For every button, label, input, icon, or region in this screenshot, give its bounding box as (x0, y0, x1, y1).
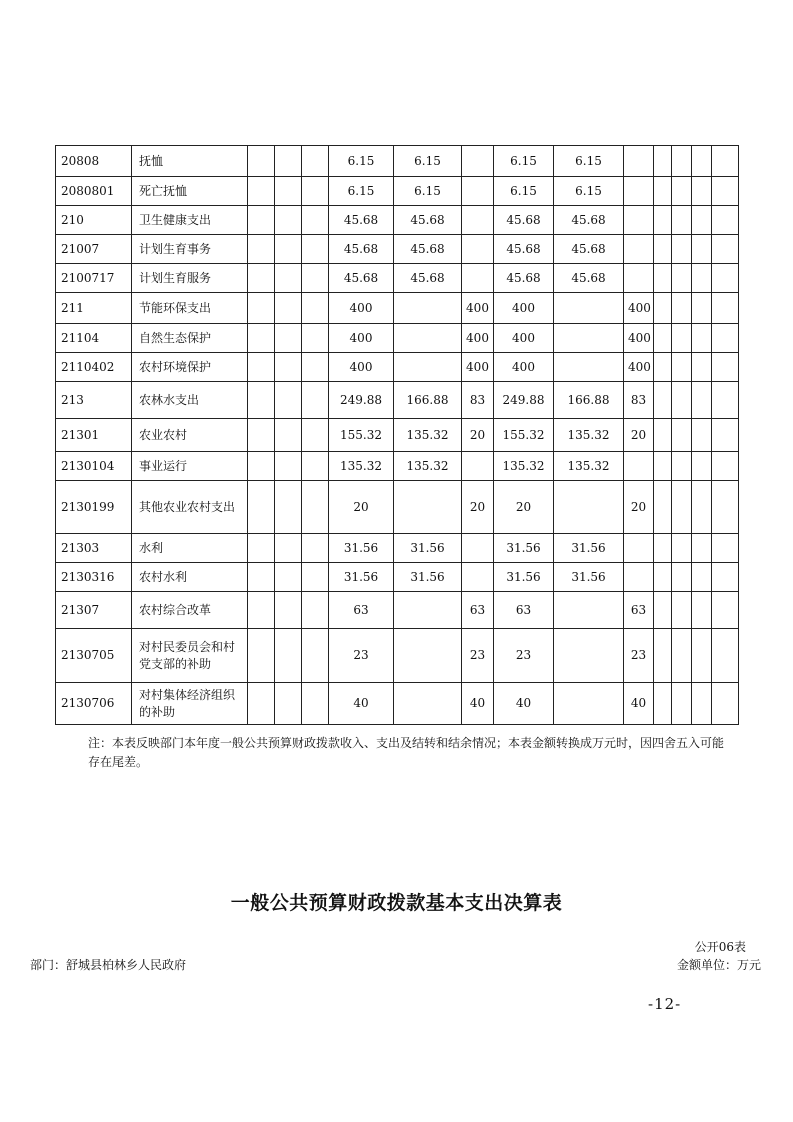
cell-value: 135.32 (394, 452, 462, 481)
cell-value: 45.68 (494, 206, 554, 235)
cell-value (692, 146, 712, 177)
cell-value (672, 419, 692, 452)
cell-value (394, 293, 462, 324)
cell-code: 211 (56, 293, 132, 324)
cell-value (275, 177, 302, 206)
cell-value (302, 235, 329, 264)
cell-value (248, 534, 275, 563)
table-number: 公开06表 (694, 940, 746, 954)
cell-value (248, 206, 275, 235)
cell-value: 249.88 (494, 382, 554, 419)
cell-value (692, 235, 712, 264)
cell-code: 21303 (56, 534, 132, 563)
cell-value: 31.56 (554, 534, 624, 563)
cell-value (624, 206, 654, 235)
cell-value (302, 177, 329, 206)
cell-value (248, 629, 275, 683)
cell-value (462, 264, 494, 293)
cell-value (248, 481, 275, 534)
cell-value: 400 (624, 293, 654, 324)
cell-value (248, 324, 275, 353)
cell-value (394, 629, 462, 683)
cell-value (654, 206, 672, 235)
cell-code: 2130705 (56, 629, 132, 683)
cell-value (248, 382, 275, 419)
cell-value (654, 481, 672, 534)
cell-value (275, 481, 302, 534)
cell-value (672, 563, 692, 592)
cell-value (248, 293, 275, 324)
cell-name: 农村水利 (132, 563, 248, 592)
cell-value (554, 353, 624, 382)
cell-value (302, 324, 329, 353)
cell-value (302, 452, 329, 481)
cell-name: 死亡抚恤 (132, 177, 248, 206)
cell-value (462, 177, 494, 206)
cell-value (692, 452, 712, 481)
table-note: 注：本表反映部门本年度一般公共预算财政拨款收入、支出及结转和结余情况；本表金额转换成万元时，因四舍五入可能存在尾差。 (88, 736, 725, 769)
cell-value (692, 534, 712, 563)
cell-value (692, 419, 712, 452)
cell-value: 400 (329, 353, 394, 382)
next-table-title: 一般公共预算财政拨款基本支出决算表 (230, 892, 563, 914)
cell-value (275, 563, 302, 592)
cell-value (554, 324, 624, 353)
cell-value (248, 683, 275, 725)
cell-value (302, 293, 329, 324)
cell-value (654, 419, 672, 452)
cell-value (248, 419, 275, 452)
cell-value (712, 353, 739, 382)
cell-value (302, 419, 329, 452)
cell-value (654, 293, 672, 324)
cell-value (654, 177, 672, 206)
cell-value: 45.68 (494, 264, 554, 293)
cell-value (248, 177, 275, 206)
budget-table (55, 145, 739, 725)
cell-value: 20 (329, 481, 394, 534)
cell-value: 31.56 (394, 563, 462, 592)
cell-value (394, 353, 462, 382)
cell-value (712, 177, 739, 206)
cell-value: 6.15 (394, 146, 462, 177)
cell-value: 6.15 (554, 177, 624, 206)
cell-value (692, 353, 712, 382)
cell-value (654, 264, 672, 293)
cell-value (672, 452, 692, 481)
cell-value (302, 481, 329, 534)
cell-value: 45.68 (329, 235, 394, 264)
cell-value (302, 592, 329, 629)
cell-value (654, 683, 672, 725)
cell-value (692, 324, 712, 353)
cell-value (462, 534, 494, 563)
cell-value: 23 (329, 629, 394, 683)
table-row (56, 293, 739, 324)
cell-value (654, 324, 672, 353)
cell-code: 2130199 (56, 481, 132, 534)
cell-value (275, 235, 302, 264)
cell-value (302, 629, 329, 683)
cell-value: 31.56 (494, 563, 554, 592)
cell-value (712, 592, 739, 629)
cell-value: 6.15 (494, 177, 554, 206)
cell-value: 400 (494, 293, 554, 324)
table-row (56, 452, 739, 481)
cell-name: 农业农村 (132, 419, 248, 452)
cell-value (394, 592, 462, 629)
budget-table-body (56, 146, 739, 725)
cell-value (654, 353, 672, 382)
cell-value (692, 293, 712, 324)
cell-value (672, 293, 692, 324)
cell-value: 135.32 (554, 452, 624, 481)
cell-value (302, 206, 329, 235)
cell-value (275, 293, 302, 324)
table-row (56, 177, 739, 206)
cell-value: 135.32 (494, 452, 554, 481)
cell-value (624, 264, 654, 293)
cell-value (692, 264, 712, 293)
cell-value (462, 452, 494, 481)
cell-code: 21007 (56, 235, 132, 264)
table-row (56, 683, 739, 725)
cell-value (302, 353, 329, 382)
cell-value: 45.68 (394, 206, 462, 235)
cell-name: 其他农业农村支出 (132, 481, 248, 534)
cell-value (712, 264, 739, 293)
department-label: 部门：舒城县柏林乡人民政府 (30, 958, 187, 972)
cell-value: 63 (494, 592, 554, 629)
cell-value (672, 382, 692, 419)
cell-value: 135.32 (394, 419, 462, 452)
cell-value: 31.56 (329, 563, 394, 592)
cell-value: 6.15 (494, 146, 554, 177)
cell-value: 20 (462, 419, 494, 452)
cell-value (302, 264, 329, 293)
cell-value (462, 563, 494, 592)
cell-value (712, 146, 739, 177)
cell-name: 水利 (132, 534, 248, 563)
cell-name: 计划生育服务 (132, 264, 248, 293)
cell-value (654, 382, 672, 419)
cell-value (554, 293, 624, 324)
cell-value: 400 (462, 293, 494, 324)
cell-value (394, 683, 462, 725)
cell-code: 2080801 (56, 177, 132, 206)
cell-value: 45.68 (554, 206, 624, 235)
cell-value: 6.15 (394, 177, 462, 206)
cell-value (672, 683, 692, 725)
cell-value (462, 206, 494, 235)
cell-value (692, 629, 712, 683)
cell-name: 对村民委员会和村党支部的补助 (132, 629, 248, 683)
cell-value: 23 (624, 629, 654, 683)
cell-value (248, 452, 275, 481)
amount-unit-label: 金额单位：万元 (676, 958, 761, 972)
cell-value: 83 (624, 382, 654, 419)
cell-value: 6.15 (329, 177, 394, 206)
cell-value: 135.32 (329, 452, 394, 481)
cell-value (624, 563, 654, 592)
cell-value (672, 146, 692, 177)
cell-value (554, 683, 624, 725)
cell-value (554, 629, 624, 683)
cell-value (462, 146, 494, 177)
cell-value: 249.88 (329, 382, 394, 419)
cell-value (672, 534, 692, 563)
cell-value (624, 177, 654, 206)
cell-value (624, 146, 654, 177)
table-row (56, 324, 739, 353)
cell-code: 210 (56, 206, 132, 235)
cell-value: 63 (329, 592, 394, 629)
cell-value (302, 683, 329, 725)
cell-value (275, 382, 302, 419)
cell-code: 2130316 (56, 563, 132, 592)
cell-name: 农村综合改革 (132, 592, 248, 629)
cell-value (624, 452, 654, 481)
cell-value (654, 146, 672, 177)
cell-value (672, 235, 692, 264)
cell-value: 20 (462, 481, 494, 534)
cell-value (712, 452, 739, 481)
cell-value (654, 592, 672, 629)
cell-value (275, 452, 302, 481)
cell-value (275, 206, 302, 235)
cell-value: 6.15 (329, 146, 394, 177)
cell-code: 20808 (56, 146, 132, 177)
cell-value (692, 563, 712, 592)
cell-value: 155.32 (329, 419, 394, 452)
cell-value (554, 481, 624, 534)
cell-value: 400 (329, 324, 394, 353)
table-row (56, 629, 739, 683)
cell-value (712, 534, 739, 563)
cell-value: 20 (624, 419, 654, 452)
cell-value (248, 264, 275, 293)
cell-code: 21104 (56, 324, 132, 353)
cell-value (692, 382, 712, 419)
cell-name: 事业运行 (132, 452, 248, 481)
cell-value: 400 (462, 324, 494, 353)
cell-value (692, 592, 712, 629)
cell-value (624, 534, 654, 563)
cell-value: 45.68 (329, 206, 394, 235)
cell-value (248, 235, 275, 264)
cell-value (712, 419, 739, 452)
cell-value (275, 324, 302, 353)
cell-value: 20 (624, 481, 654, 534)
cell-value (654, 563, 672, 592)
cell-value: 400 (462, 353, 494, 382)
table-row (56, 146, 739, 177)
cell-value (275, 629, 302, 683)
cell-value (248, 353, 275, 382)
cell-value (302, 563, 329, 592)
cell-code: 2110402 (56, 353, 132, 382)
cell-value (712, 235, 739, 264)
cell-value (302, 382, 329, 419)
cell-value: 155.32 (494, 419, 554, 452)
cell-value (275, 353, 302, 382)
cell-code: 21307 (56, 592, 132, 629)
cell-code: 2130104 (56, 452, 132, 481)
cell-value (672, 592, 692, 629)
cell-value: 63 (624, 592, 654, 629)
cell-value (712, 629, 739, 683)
cell-value (672, 353, 692, 382)
cell-value: 45.68 (394, 264, 462, 293)
cell-code: 2100717 (56, 264, 132, 293)
cell-code: 213 (56, 382, 132, 419)
cell-value (672, 629, 692, 683)
cell-value (275, 683, 302, 725)
cell-name: 计划生育事务 (132, 235, 248, 264)
cell-value: 31.56 (329, 534, 394, 563)
cell-value: 23 (494, 629, 554, 683)
cell-value: 400 (624, 324, 654, 353)
cell-value: 31.56 (554, 563, 624, 592)
cell-value (672, 177, 692, 206)
cell-value (712, 382, 739, 419)
cell-value (712, 206, 739, 235)
cell-value (712, 563, 739, 592)
table-row (56, 592, 739, 629)
table-row (56, 419, 739, 452)
cell-value (654, 629, 672, 683)
cell-value: 31.56 (394, 534, 462, 563)
cell-code: 2130706 (56, 683, 132, 725)
cell-value (692, 683, 712, 725)
cell-value: 45.68 (554, 264, 624, 293)
cell-value: 31.56 (494, 534, 554, 563)
cell-value: 400 (494, 353, 554, 382)
cell-value (248, 146, 275, 177)
cell-value (654, 235, 672, 264)
table-row (56, 235, 739, 264)
cell-value: 135.32 (554, 419, 624, 452)
cell-value (302, 146, 329, 177)
table-row (56, 206, 739, 235)
cell-name: 对村集体经济组织的补助 (132, 683, 248, 725)
cell-value: 20 (494, 481, 554, 534)
cell-value: 23 (462, 629, 494, 683)
cell-name: 节能环保支出 (132, 293, 248, 324)
cell-value: 400 (624, 353, 654, 382)
table-row (56, 481, 739, 534)
cell-value: 83 (462, 382, 494, 419)
cell-value: 63 (462, 592, 494, 629)
cell-value (692, 481, 712, 534)
cell-value: 40 (329, 683, 394, 725)
cell-value (654, 534, 672, 563)
cell-value: 45.68 (394, 235, 462, 264)
cell-value: 45.68 (554, 235, 624, 264)
cell-value: 45.68 (329, 264, 394, 293)
cell-value (712, 481, 739, 534)
cell-value (275, 146, 302, 177)
cell-name: 抚恤 (132, 146, 248, 177)
cell-value: 45.68 (494, 235, 554, 264)
cell-value: 166.88 (554, 382, 624, 419)
cell-value (248, 563, 275, 592)
cell-code: 21301 (56, 419, 132, 452)
cell-value (692, 177, 712, 206)
cell-value (554, 592, 624, 629)
cell-value: 40 (494, 683, 554, 725)
cell-value (654, 452, 672, 481)
cell-value: 166.88 (394, 382, 462, 419)
table-row (56, 382, 739, 419)
cell-value (672, 481, 692, 534)
cell-value (692, 206, 712, 235)
cell-value (275, 592, 302, 629)
cell-name: 卫生健康支出 (132, 206, 248, 235)
cell-value (712, 293, 739, 324)
page-number: -12- (648, 995, 682, 1013)
cell-value: 400 (494, 324, 554, 353)
cell-value (712, 683, 739, 725)
table-row (56, 563, 739, 592)
table-row (56, 534, 739, 563)
cell-value (712, 324, 739, 353)
cell-value (672, 206, 692, 235)
cell-value: 40 (624, 683, 654, 725)
cell-name: 农村环境保护 (132, 353, 248, 382)
cell-name: 自然生态保护 (132, 324, 248, 353)
cell-value (672, 324, 692, 353)
cell-value: 40 (462, 683, 494, 725)
cell-value (302, 534, 329, 563)
cell-value (275, 264, 302, 293)
cell-value (672, 264, 692, 293)
cell-name: 农林水支出 (132, 382, 248, 419)
cell-value (462, 235, 494, 264)
cell-value (624, 235, 654, 264)
cell-value (275, 534, 302, 563)
cell-value: 400 (329, 293, 394, 324)
cell-value (248, 592, 275, 629)
cell-value: 6.15 (554, 146, 624, 177)
cell-value (394, 481, 462, 534)
cell-value (394, 324, 462, 353)
table-row (56, 353, 739, 382)
table-row (56, 264, 739, 293)
cell-value (275, 419, 302, 452)
